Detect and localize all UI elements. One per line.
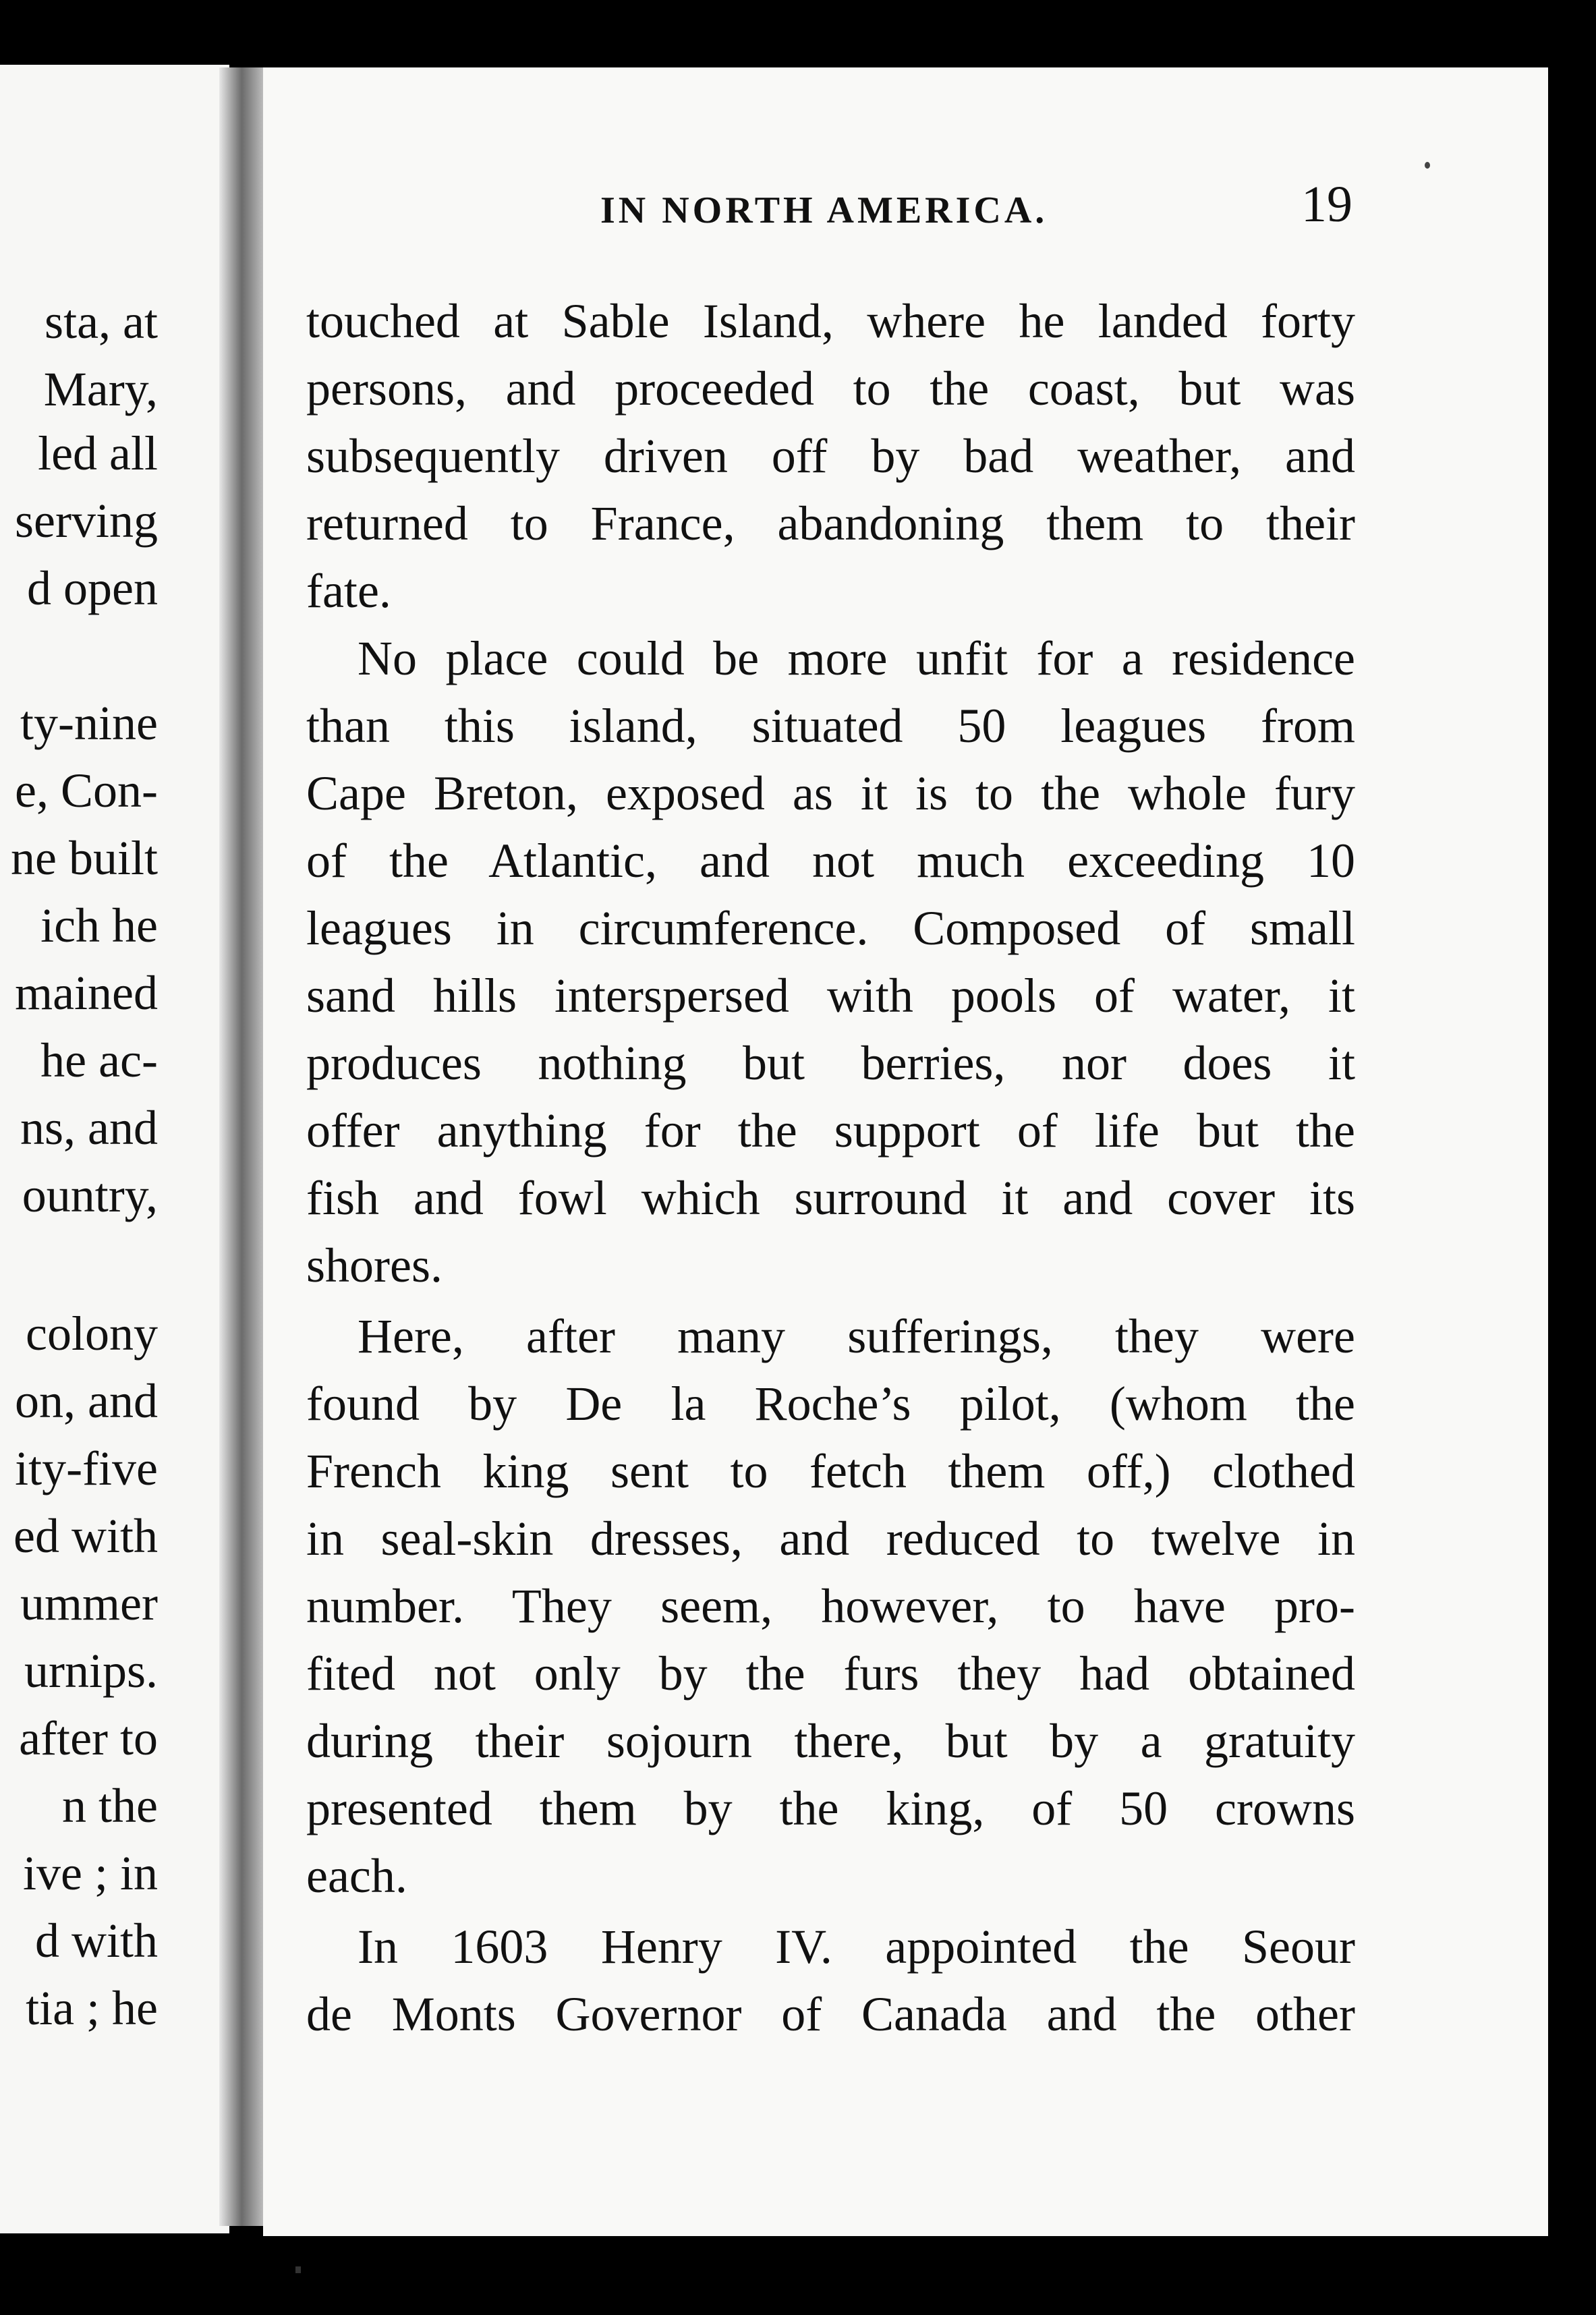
text-line: subsequently driven off by bad weather, and xyxy=(306,429,1355,483)
text-line: offer anything for the support of life but the xyxy=(306,1104,1355,1158)
facing-line: colony xyxy=(26,1307,158,1361)
text-line: persons, and proceeded to the coast, but was xyxy=(306,362,1355,416)
facing-line: ns, and xyxy=(20,1101,158,1155)
facing-line: urnips. xyxy=(24,1644,158,1698)
text-line: Here, after many sufferings, they were xyxy=(358,1309,1355,1363)
facing-line: led all xyxy=(38,426,158,480)
text-line: fish and fowl which surround it and cover its xyxy=(306,1171,1355,1225)
text-line: of the Atlantic, and not much exceeding 10 xyxy=(306,834,1355,888)
body-text xyxy=(263,67,1548,2236)
text-line: than this island, situated 50 leagues from xyxy=(306,699,1355,753)
text-line: de Monts Governor of Canada and the other xyxy=(306,1987,1355,2041)
text-line: produces nothing but berries, nor does it xyxy=(306,1036,1355,1090)
facing-line: ive ; in xyxy=(23,1846,158,1900)
text-line: fate. xyxy=(306,564,391,618)
facing-line: Mary, xyxy=(43,362,158,416)
facing-line: tia ; he xyxy=(26,1981,158,2035)
facing-line: ummer xyxy=(20,1576,158,1630)
text-line: In 1603 Henry IV. appointed the Seour xyxy=(358,1920,1355,1974)
text-line: shores. xyxy=(306,1238,443,1292)
facing-line: on, and xyxy=(15,1374,158,1428)
facing-line: sta, at xyxy=(45,295,158,349)
facing-line: n the xyxy=(62,1779,158,1833)
facing-line: mained xyxy=(15,966,158,1020)
facing-line: he ac- xyxy=(40,1033,158,1087)
facing-line: after to xyxy=(19,1711,158,1765)
facing-line: d with xyxy=(34,1914,158,1968)
text-line: leagues in circumference. Composed of small xyxy=(306,901,1355,955)
facing-line: e, Con- xyxy=(15,764,158,818)
text-line: fited not only by the furs they had obtained xyxy=(306,1647,1355,1700)
facing-line: ich he xyxy=(40,898,158,952)
running-head: IN NORTH AMERICA. xyxy=(600,190,1048,231)
page-number: 19 xyxy=(1301,176,1352,233)
text-line: presented them by the king, of 50 crowns xyxy=(306,1781,1355,1835)
text-line: touched at Sable Island, where he landed forty xyxy=(306,294,1355,348)
book-page xyxy=(263,67,1548,2236)
facing-line: d open xyxy=(27,561,158,615)
text-line: found by De la Roche’s pilot, (whom the xyxy=(306,1377,1355,1431)
text-line: No place could be more unfit for a residence xyxy=(358,631,1355,685)
text-line: returned to France, abandoning them to their xyxy=(306,496,1355,550)
text-line: French king sent to fetch them off,) clothed xyxy=(306,1444,1355,1498)
scan-speck xyxy=(295,2266,301,2273)
text-line: in seal-skin dresses, and reduced to twelve in xyxy=(306,1512,1355,1566)
facing-page xyxy=(0,65,229,2233)
text-line: Cape Breton, exposed as it is to the whole fury xyxy=(306,766,1355,820)
facing-line: ountry, xyxy=(22,1168,158,1222)
facing-line: ne built xyxy=(11,831,158,885)
text-line: during their sojourn there, but by a gratuity xyxy=(306,1714,1355,1768)
text-line: sand hills interspersed with pools of water, it xyxy=(306,969,1355,1023)
facing-line: ed with xyxy=(13,1509,158,1563)
text-line: each. xyxy=(306,1849,407,1903)
facing-line: ity-five xyxy=(15,1441,158,1495)
facing-line: serving xyxy=(15,494,158,548)
facing-line: ty-nine xyxy=(20,696,158,750)
text-line: number. They seem, however, to have pro- xyxy=(306,1579,1355,1633)
scan-speck xyxy=(1425,162,1430,169)
